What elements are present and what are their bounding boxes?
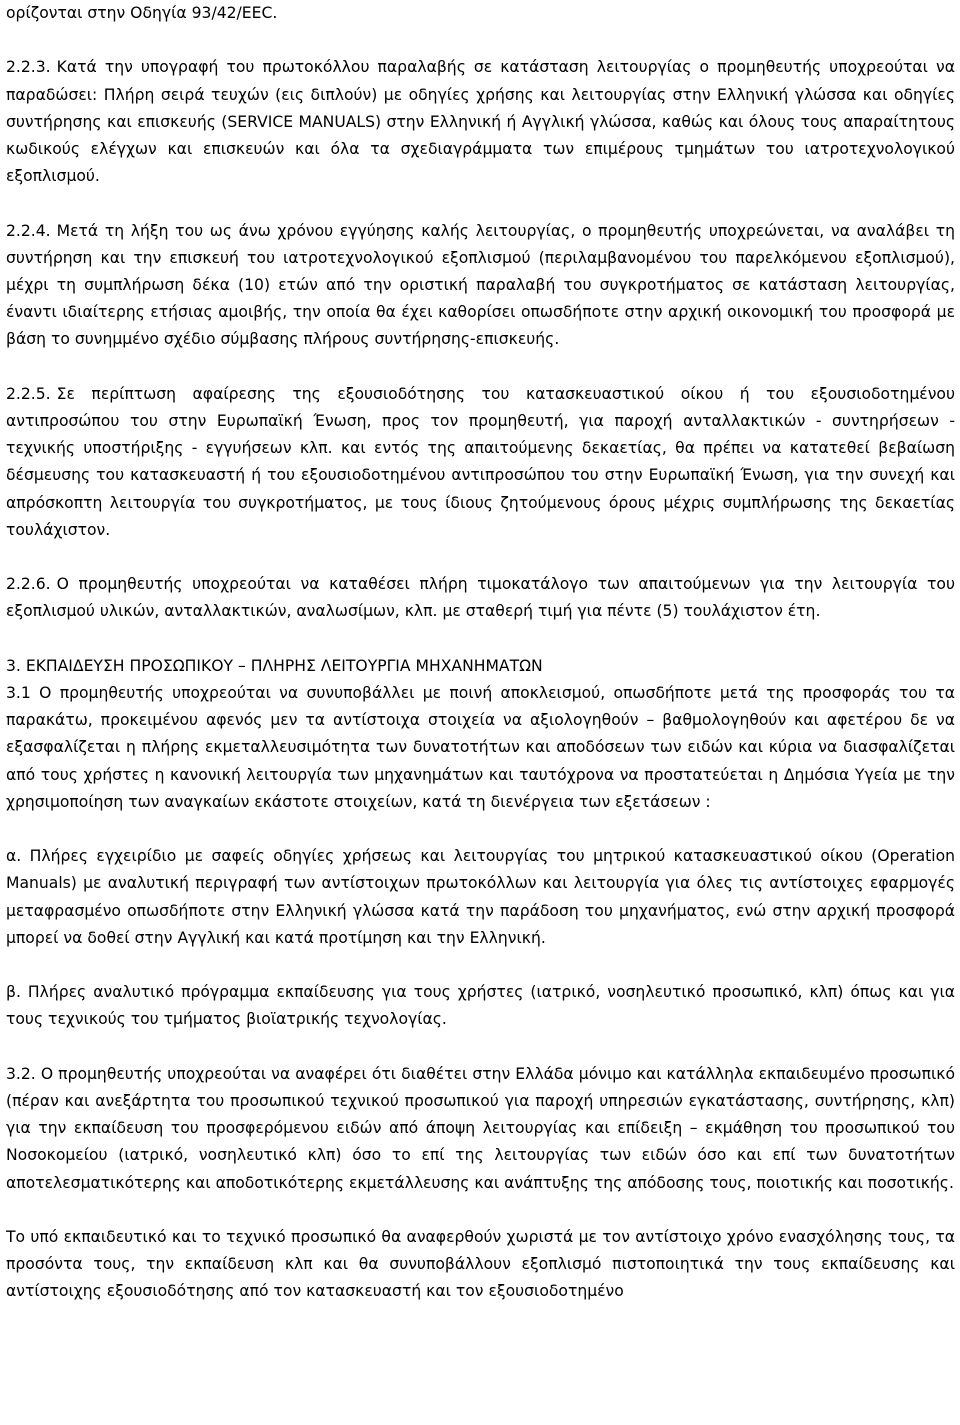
paragraph-text: Σε περίπτωση αφαίρεσης της εξουσιοδότησης του κατασκευαστικού οίκου ή του εξουσιοδοτημένου αντιπροσώπου του στην Ευρωπαϊκή Ένωση, προς τον προμηθευτή, για παροχή ανταλλακτικών - συντηρήσεων - τεχνικής υποστήριξης - εγγυήσεων κλπ. και εντός της απαιτούμενης δεκαετίας, θα πρέπει να κατατεθεί βεβαίωση δέσμευσης του κατασκευαστή ή του εξουσιοδοτημένου αντιπροσώπου του στην Ευρωπαϊκή Ένωση, για την συνεχή και απρόσκοπτη λειτουργία του συγκροτήματος, με τους ίδιους ζητούμενους όρους μέχρις συμπλήρωσης της δεκαετίας τουλάχιστον. — [6, 384, 955, 539]
paragraph-gap — [6, 1197, 955, 1224]
paragraph-number: 2.2.4. — [6, 221, 51, 240]
paragraph-item-b: β. Πλήρες αναλυτικό πρόγραμμα εκπαίδευσης για τους χρήστες (ιατρικό, νοσηλευτικό προσωπικό, κλπ) όπως και για τους τεχνικούς του τμήματος βιοϊατρικής τεχνολογίας. — [6, 983, 955, 1029]
paragraph-number: 2.2.5. — [6, 384, 51, 403]
paragraph-2-2-4 — [6, 218, 955, 354]
paragraph-item-a: α. Πλήρες εγχειρίδιο με σαφείς οδηγίες χρήσεως και λειτουργίας του μητρικού κατασκευαστικού οίκου (Operation Manuals) με αναλυτική περιγραφή των αντίστοιχων πρωτοκόλλων και λειτουργία για όλες τις αντίστοιχες εφαρμογές μεταφρασμένο οπωσδήποτε στην Ελληνική γλώσσα κατά την παράδοση του μηχανήματος, ενώ στην αρχική προσφορά μπορεί να δοθεί στην Αγγλική και κατά προτίμηση και την Ελληνική. — [6, 847, 955, 947]
paragraph-gap — [6, 354, 955, 381]
paragraph-number: 3.1 — [6, 684, 31, 702]
paragraph-3-2 — [6, 1061, 955, 1197]
paragraph-2-2-3 — [6, 54, 955, 190]
paragraph-text: Ο προμηθευτής υποχρεούται να καταθέσει πλήρη τιμοκατάλογο των απαιτούμενων για την λειτουργία του εξοπλισμού υλικών, ανταλλακτικών, αναλωσίμων, κλπ. με σταθερή τιμή για πέντε (5) τουλάχιστον έτη. — [6, 575, 955, 621]
paragraph-2-2-6 — [6, 571, 955, 625]
paragraph-text: Ο προμηθευτής υποχρεούται να συνυποβάλλει με ποινή αποκλεισμού, οπωσδήποτε μετά της προσφοράς του τα παρακάτω, προκειμένου αφενός μεν τα αντίστοιχα στοιχεία να αξιολογηθούν – βαθμολογηθούν και αφετέρου δε να εξασφαλίζεται η πλήρης εκμεταλλευσιμότητα των δυνατοτήτων και αποδόσεων των ειδών και κύρια να διασφαλίζεται από τους χρήστες η κανονική λειτουργία των μηχανημάτων και ταυτόχρονα να προστατεύεται η Δημόσια Υγεία με την χρησιμοποίηση των αναγκαίων εκάστοτε στοιχείων, κατά τη διενέργεια των εξετάσεων : — [6, 684, 955, 811]
paragraph-closing: Το υπό εκπαιδευτικό και το τεχνικό προσωπικό θα αναφερθούν χωριστά με τον αντίστοιχο χρόνο ενασχόλησης τους, τα προσόντα τους, την εκπαίδευση κλπ και θα συνυποβάλλουν εξοπλισμό πιστοποιητικά την τους εκπαίδευσης και αντίστοιχης εξουσιοδότησης από τον κατασκευαστή και τον εξουσιοδοτημένο — [6, 1228, 955, 1301]
paragraph-text: Μετά τη λήξη του ως άνω χρόνου εγγύησης καλής λειτουργίας, ο προμηθευτής υποχρεώνεται, να αναλάβει τη συντήρηση και την επισκευή του ιατροτεχνολογικού εξοπλισμού (περιλαμβανομένου του παρελκόμενου εξοπλισμού), μέχρι τη συμπλήρωση δέκα (10) ετών από την οριστική παραλαβή του συγκροτήματος σε κατάσταση λειτουργίας, έναντι ιδιαίτερης ετήσιας αμοιβής, την οποία θα έχει καθορίσει οπωσδήποτε στην αρχική οικονομική του προσφορά με βάση το συνημμένο σχέδιο σύμβασης πλήρους συντήρησης-επισκευής. — [6, 221, 955, 349]
paragraph-3-1 — [6, 680, 955, 816]
paragraph-gap — [6, 816, 955, 843]
paragraph-number: 2.2.6. — [6, 575, 51, 594]
paragraph-number: 2.2.3. — [6, 58, 51, 77]
section-heading: 3. ΕΚΠΑΙΔΕΥΣΗ ΠΡΟΣΩΠΙΚΟΥ – ΠΛΗΡΗΣ ΛΕΙΤΟΥΡΓΙΑ ΜΗΧΑΝΗΜΑΤΩΝ — [6, 656, 543, 675]
paragraph-gap — [6, 626, 955, 653]
paragraph-number: 3.2. — [6, 1064, 36, 1083]
paragraph-gap — [6, 952, 955, 979]
paragraph-gap — [6, 1034, 955, 1061]
paragraph-gap — [6, 544, 955, 571]
paragraph-2-2-5 — [6, 381, 955, 544]
paragraph-gap — [6, 190, 955, 217]
paragraph-gap — [6, 27, 955, 54]
paragraph-text: Κατά την υπογραφή του πρωτοκόλλου παραλαβής σε κατάσταση λειτουργίας ο προμηθευτής υποχρεούται να παραδώσει: Πλήρη σειρά τευχών (εις διπλούν) με οδηγίες χρήσης και λειτουργίας στην Ελληνική γλώσσα και οδηγίες συντήρησης και επισκευής (SERVICE MANUALS) στην Ελληνική ή Αγγλική γλώσσα, καθώς και όλους τους απαραίτητους κωδικούς ελέγχων και επισκευών και όλα τα σχεδιαγράμματα των επιμέρους τμημάτων του ιατροτεχνολογικού εξοπλισμού. — [6, 58, 955, 186]
paragraph-intro: ορίζονται στην Οδηγία 93/42/ΕΕC. — [6, 4, 278, 22]
paragraph-text: Ο προμηθευτής υποχρεούται να αναφέρει ότι διαθέτει στην Ελλάδα μόνιμο και κατάλληλα εκπαιδευμένο προσωπικό (πέραν και ανεξάρτητα του προσωπικού τεχνικού προσωπικού για παροχή υπηρεσιών εγκατάστασης, συντήρησης, κλπ) για την εκπαίδευση του προσφερόμενου ειδών από άποψη λειτουργίας και επίδειξη – εκμάθηση του προσωπικού του Νοσοκομείου (ιατρικό, νοσηλευτικό κλπ) όσο το επί της λειτουργίας των ειδών όσο και επί των δυνατοτήτων αποτελεσματικότερης και αποδοτικότερης εκμετάλλευσης και ανάπτυξης της απόδοσης τους, ποιοτικής και ποσοτικής. — [6, 1064, 955, 1192]
